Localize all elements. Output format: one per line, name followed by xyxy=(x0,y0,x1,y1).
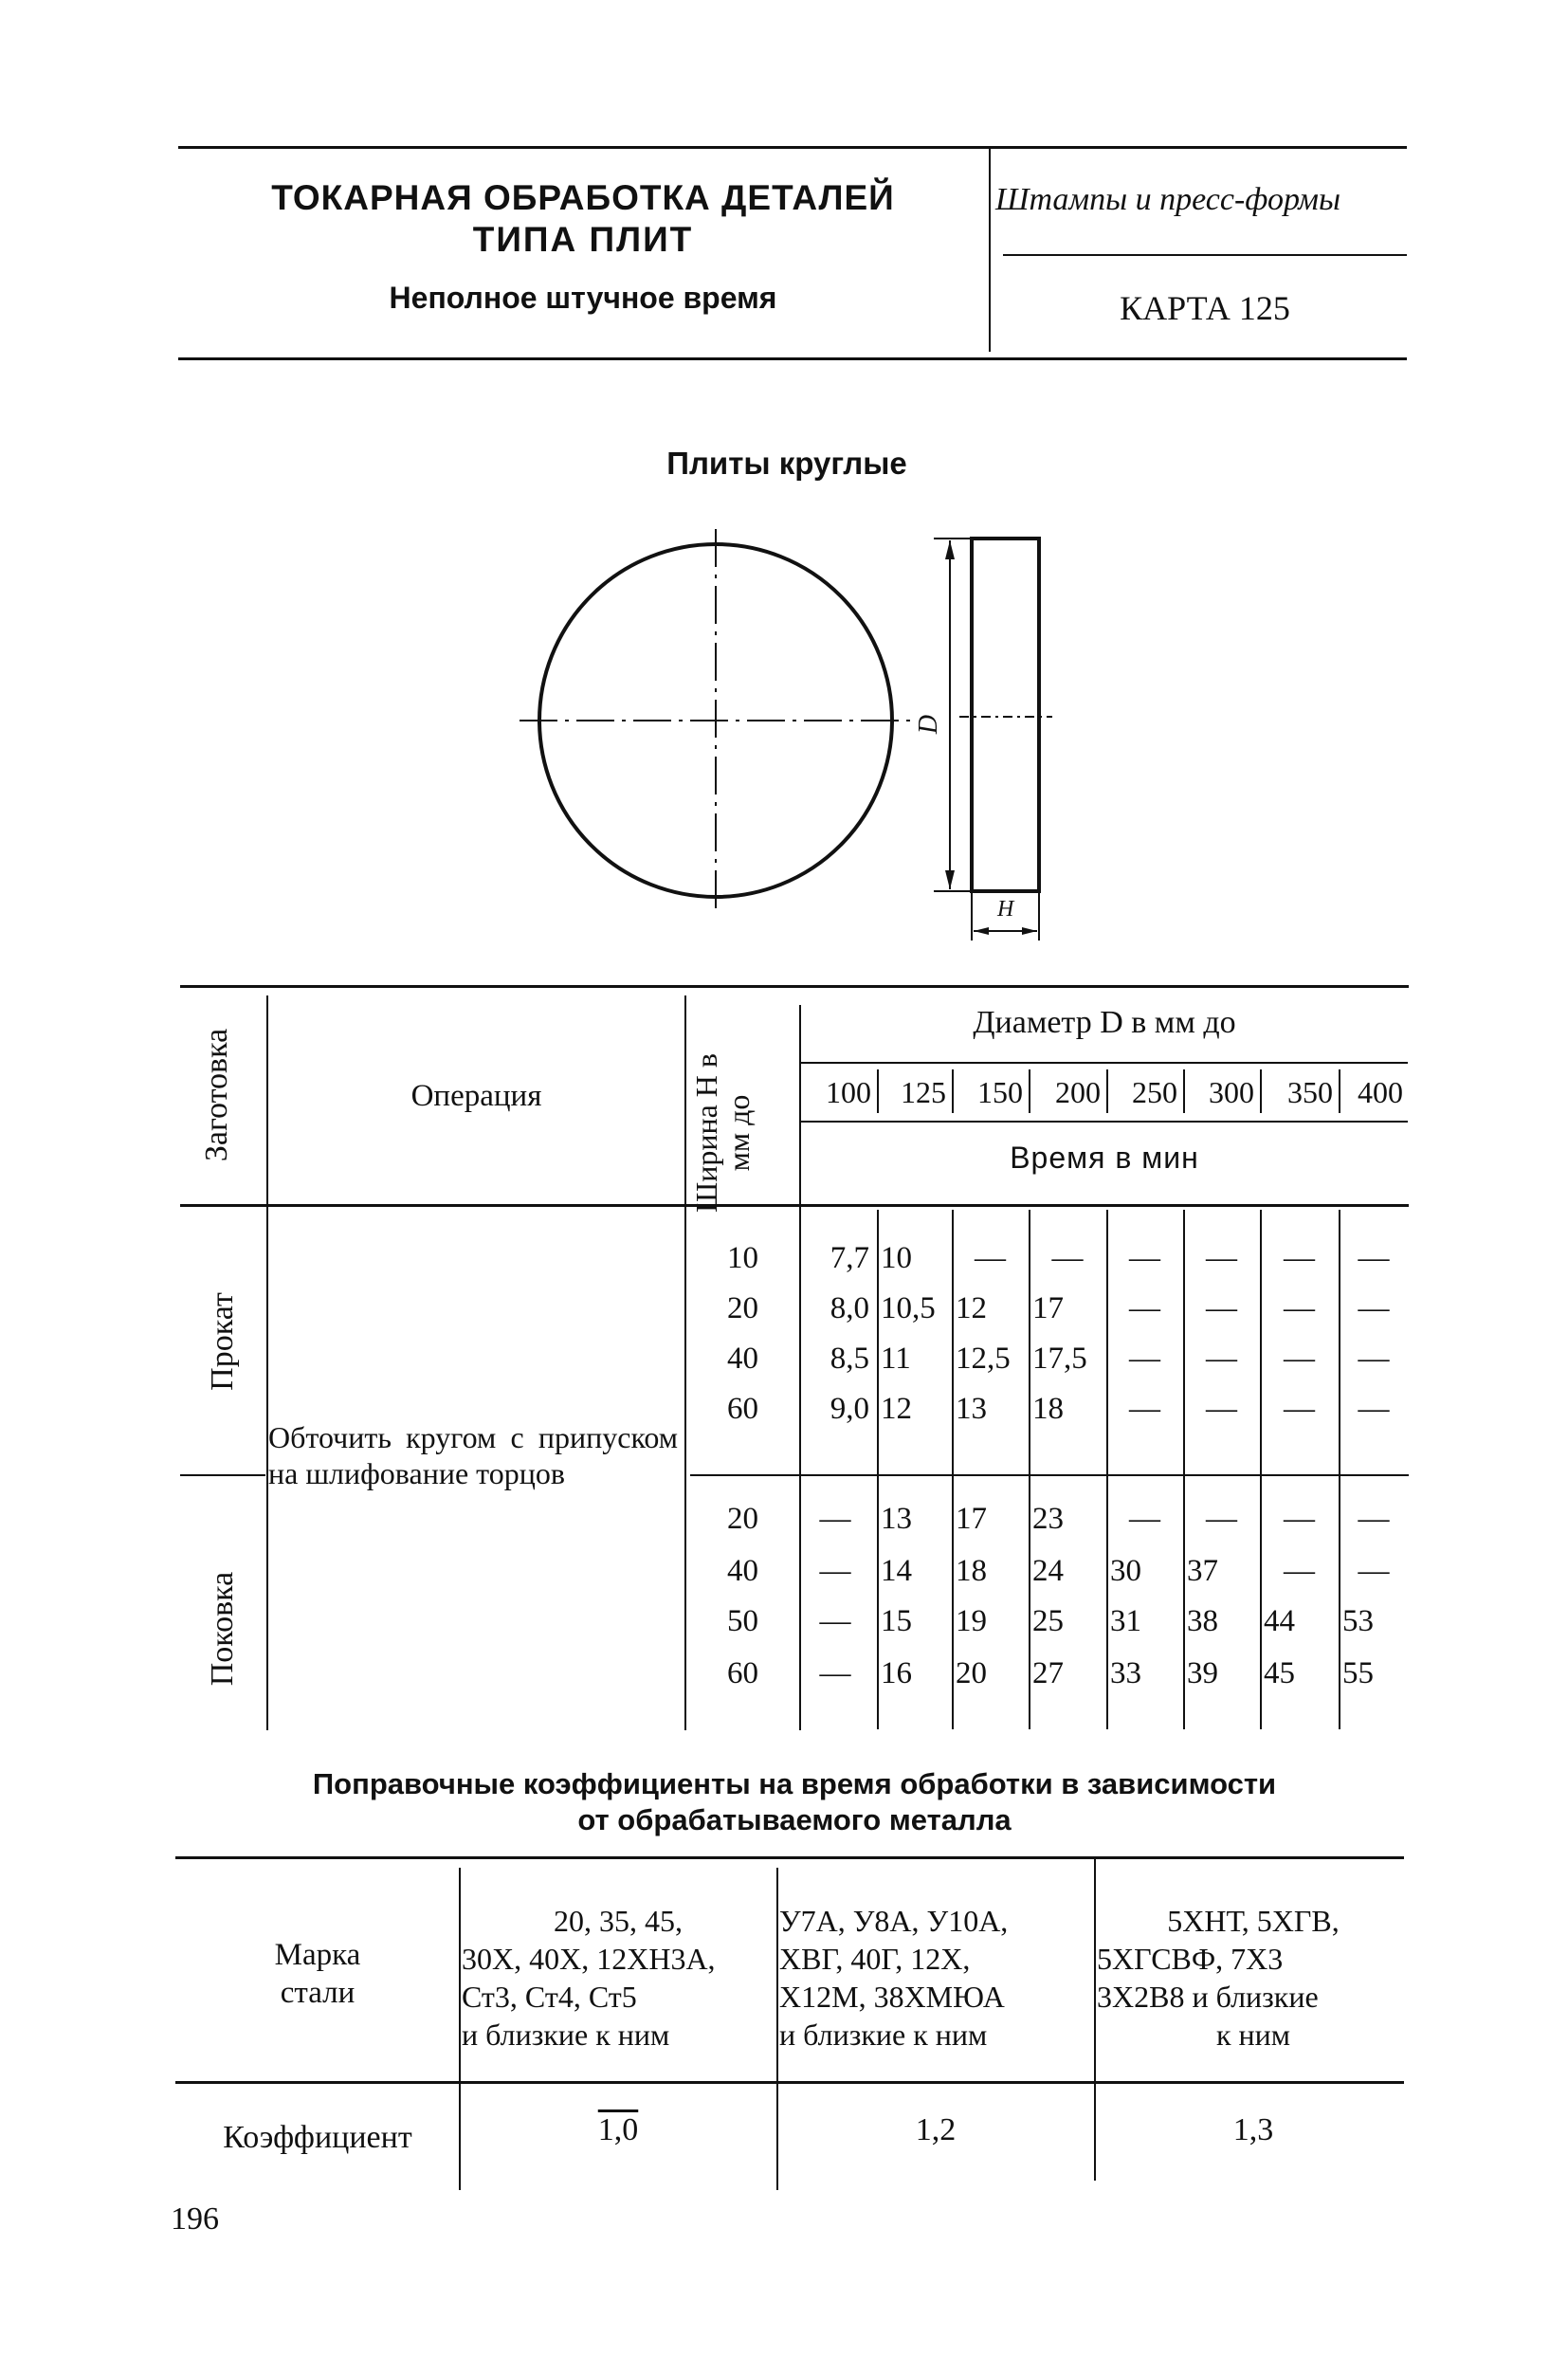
time-cell: 25 xyxy=(1032,1604,1064,1638)
diameter-label: 350 xyxy=(1287,1075,1333,1109)
time-col-vline xyxy=(1260,1210,1262,1729)
coef-top-rule xyxy=(175,1856,1404,1859)
header-top-rule xyxy=(178,146,1407,149)
time-cell: 27 xyxy=(1032,1656,1064,1690)
table-header-bottom-rule xyxy=(180,1204,1409,1207)
time-cell: 12 xyxy=(956,1291,987,1325)
time-cell: — xyxy=(819,1502,851,1536)
time-cell: 17,5 xyxy=(1032,1342,1087,1376)
time-cell: 18 xyxy=(956,1554,987,1588)
diameter-label: 125 xyxy=(901,1075,946,1109)
time-cell: — xyxy=(1284,1291,1315,1325)
time-cell: — xyxy=(819,1656,851,1690)
coef-value: 1,3 xyxy=(1232,2112,1274,2147)
coef-value: 1,0 xyxy=(597,2112,639,2147)
time-cell: — xyxy=(1358,1342,1390,1376)
time-cell: — xyxy=(1284,1241,1315,1275)
coef-vline-3 xyxy=(1094,1858,1096,2181)
width-cell: 40 xyxy=(727,1342,758,1376)
time-cell: 31 xyxy=(1110,1604,1141,1638)
time-cell: — xyxy=(1129,1241,1160,1275)
steel-grade-line: 20, 35, 45, xyxy=(554,1904,683,1938)
steel-grade-line: и близкие к ним xyxy=(462,2018,670,2052)
time-cell: — xyxy=(819,1554,851,1588)
dim-d-arrow-bottom xyxy=(945,870,955,889)
dim-h-arrow-right xyxy=(1022,927,1037,935)
time-cell: 33 xyxy=(1110,1656,1141,1690)
diameter-header-text: Диаметр D в мм до xyxy=(973,1005,1236,1040)
time-cell: — xyxy=(1051,1241,1084,1275)
header-card-number: КАРТА 125 xyxy=(1120,289,1290,327)
diameter-label: 400 xyxy=(1358,1075,1403,1109)
page-number: 196 xyxy=(171,2201,219,2237)
coef-vline-1 xyxy=(459,1868,461,2190)
steel-grade-line: 30Х, 40Х, 12ХН3А, xyxy=(462,1942,716,1976)
steel-grade-line: ХВГ, 40Г, 12Х, xyxy=(779,1942,971,1976)
time-cell: 17 xyxy=(956,1502,987,1536)
time-cell: 20 xyxy=(956,1656,987,1690)
time-cell: 14 xyxy=(881,1554,912,1588)
dim-h-label: H xyxy=(997,897,1014,922)
header-title-line2: ТИПА ПЛИТ xyxy=(472,220,694,259)
diameter-header xyxy=(801,1005,1408,1041)
width-cell: 20 xyxy=(727,1502,758,1536)
diameter-label: 100 xyxy=(826,1075,871,1109)
time-cell: 12,5 xyxy=(956,1342,1011,1376)
time-cell: — xyxy=(819,1604,851,1638)
time-cell: 23 xyxy=(1032,1502,1064,1536)
time-cell: 45 xyxy=(1264,1656,1295,1690)
width-cell: 40 xyxy=(727,1554,758,1588)
table-group-separator-left xyxy=(180,1474,265,1476)
round-plate-drawing xyxy=(512,521,1081,958)
header-right-rule xyxy=(1003,254,1407,256)
time-cell: — xyxy=(1358,1291,1390,1325)
table-diam-rule xyxy=(801,1062,1408,1064)
diameter-label: 200 xyxy=(1055,1075,1101,1109)
time-cell: — xyxy=(1284,1392,1315,1426)
time-cell: 10 xyxy=(881,1241,912,1275)
coef-vline-2 xyxy=(776,1868,778,2190)
width-header-text: Ширина H в мм до xyxy=(689,1052,756,1214)
diameter-label: 300 xyxy=(1209,1075,1254,1109)
operation-text-value: Обточить кругом с припуском на шлифование торцов xyxy=(268,1420,678,1490)
table-top-rule xyxy=(180,985,1409,988)
blank-header: Заготовка xyxy=(199,1028,234,1162)
time-cell: 13 xyxy=(956,1392,987,1426)
time-cell: 12 xyxy=(881,1392,912,1426)
time-cell: 18 xyxy=(1032,1392,1064,1426)
figure-title: Плиты круглые xyxy=(666,446,907,481)
width-cell: 50 xyxy=(727,1604,758,1638)
steel-grade-line: 5ХНТ, 5ХГВ, xyxy=(1167,1904,1340,1938)
time-cell: 37 xyxy=(1187,1554,1218,1588)
time-cell: — xyxy=(1206,1392,1237,1426)
steel-grade-line: 5ХГСВФ, 7Х3 xyxy=(1097,1942,1284,1976)
header-divider xyxy=(989,148,991,352)
time-cell: 15 xyxy=(881,1604,912,1638)
table-group-separator-right xyxy=(690,1474,1409,1476)
table-time-rule xyxy=(801,1121,1408,1123)
blank-pokovka: Поковка xyxy=(205,1571,240,1687)
operation-text xyxy=(268,1419,678,1491)
steel-label: Марка стали xyxy=(274,1938,361,2010)
time-cell: 19 xyxy=(956,1604,987,1638)
time-cell: 55 xyxy=(1342,1656,1374,1690)
time-cell: 13 xyxy=(881,1502,912,1536)
time-col-vline xyxy=(1339,1210,1340,1729)
header-subtitle: Неполное штучное время xyxy=(389,281,777,315)
time-cell: — xyxy=(1358,1392,1390,1426)
dim-d-arrow-top xyxy=(945,540,955,559)
time-cell: — xyxy=(1284,1502,1315,1536)
time-cell: — xyxy=(1358,1241,1390,1275)
dim-h-arrow-left xyxy=(974,927,989,935)
time-cell: — xyxy=(975,1241,1006,1275)
time-col-vline xyxy=(1029,1210,1030,1729)
blank-prokat: Прокат xyxy=(205,1292,240,1391)
time-cell: 53 xyxy=(1342,1604,1374,1638)
time-cell: 24 xyxy=(1032,1554,1064,1588)
time-cell: — xyxy=(1206,1291,1237,1325)
diameter-label: 250 xyxy=(1132,1075,1177,1109)
time-cell: — xyxy=(1284,1342,1315,1376)
time-col-vline xyxy=(1183,1210,1185,1729)
coef-label: Коэффициент xyxy=(223,2120,412,2155)
coef-title-line2: от обрабатываемого металла xyxy=(577,1803,1012,1836)
time-cell: 17 xyxy=(1032,1291,1064,1325)
time-col-vline xyxy=(877,1210,879,1729)
diameter-label: 150 xyxy=(977,1075,1023,1109)
header-title-line1: ТОКАРНАЯ ОБРАБОТКА ДЕТАЛЕЙ xyxy=(271,178,895,217)
time-cell: — xyxy=(1129,1342,1160,1376)
width-cell: 10 xyxy=(727,1241,758,1275)
time-cell: 30 xyxy=(1110,1554,1141,1588)
steel-grade-line: 3Х2В8 и близкие xyxy=(1097,1980,1319,2014)
width-cell: 60 xyxy=(727,1656,758,1690)
time-cell: — xyxy=(1206,1241,1237,1275)
time-cell: — xyxy=(1129,1392,1160,1426)
time-cell: 11 xyxy=(881,1342,911,1376)
time-cell: 39 xyxy=(1187,1656,1218,1690)
width-cell: 60 xyxy=(727,1392,758,1426)
time-col-vline xyxy=(952,1210,954,1729)
time-cell: — xyxy=(1206,1342,1237,1376)
time-cell: 44 xyxy=(1264,1604,1295,1638)
time-cell: — xyxy=(1358,1502,1390,1536)
time-cell: 38 xyxy=(1187,1604,1218,1638)
plate-side-view xyxy=(972,539,1039,891)
time-cell: — xyxy=(1284,1554,1315,1588)
width-cell: 20 xyxy=(727,1291,758,1325)
operation-header: Операция xyxy=(410,1079,542,1113)
time-col-vline xyxy=(1106,1210,1108,1729)
time-cell: — xyxy=(1129,1502,1160,1536)
time-cell: 8,5 xyxy=(830,1342,869,1376)
time-cell: — xyxy=(1358,1554,1390,1588)
time-header: Время в мин xyxy=(1010,1141,1199,1175)
time-cell: 8,0 xyxy=(830,1291,869,1325)
time-cell: 10,5 xyxy=(881,1291,936,1325)
coef-title-line1: Поправочные коэффициенты на время обработки в зависимости xyxy=(312,1767,1277,1800)
time-cell: 9,0 xyxy=(830,1392,869,1426)
coef-middle-rule xyxy=(175,2081,1404,2084)
steel-grade-line: У7А, У8А, У10А, xyxy=(779,1904,1009,1938)
width-header xyxy=(690,1038,794,1228)
header-category: Штампы и пресс-формы xyxy=(995,182,1341,217)
time-cell: — xyxy=(1206,1502,1237,1536)
steel-grade-line: Х12М, 38ХМЮА xyxy=(779,1980,1005,2014)
steel-grade-line: и близкие к ним xyxy=(779,2018,988,2052)
dim-d-label: D xyxy=(914,714,944,735)
steel-grade-line: к ним xyxy=(1215,2018,1291,2052)
coef-value: 1,2 xyxy=(915,2112,957,2147)
header-bottom-rule xyxy=(178,357,1407,360)
time-cell: 16 xyxy=(881,1656,912,1690)
time-cell: — xyxy=(1129,1291,1160,1325)
time-cell: 7,7 xyxy=(830,1241,869,1275)
steel-grade-line: Ст3, Ст4, Ст5 xyxy=(462,1980,637,2014)
